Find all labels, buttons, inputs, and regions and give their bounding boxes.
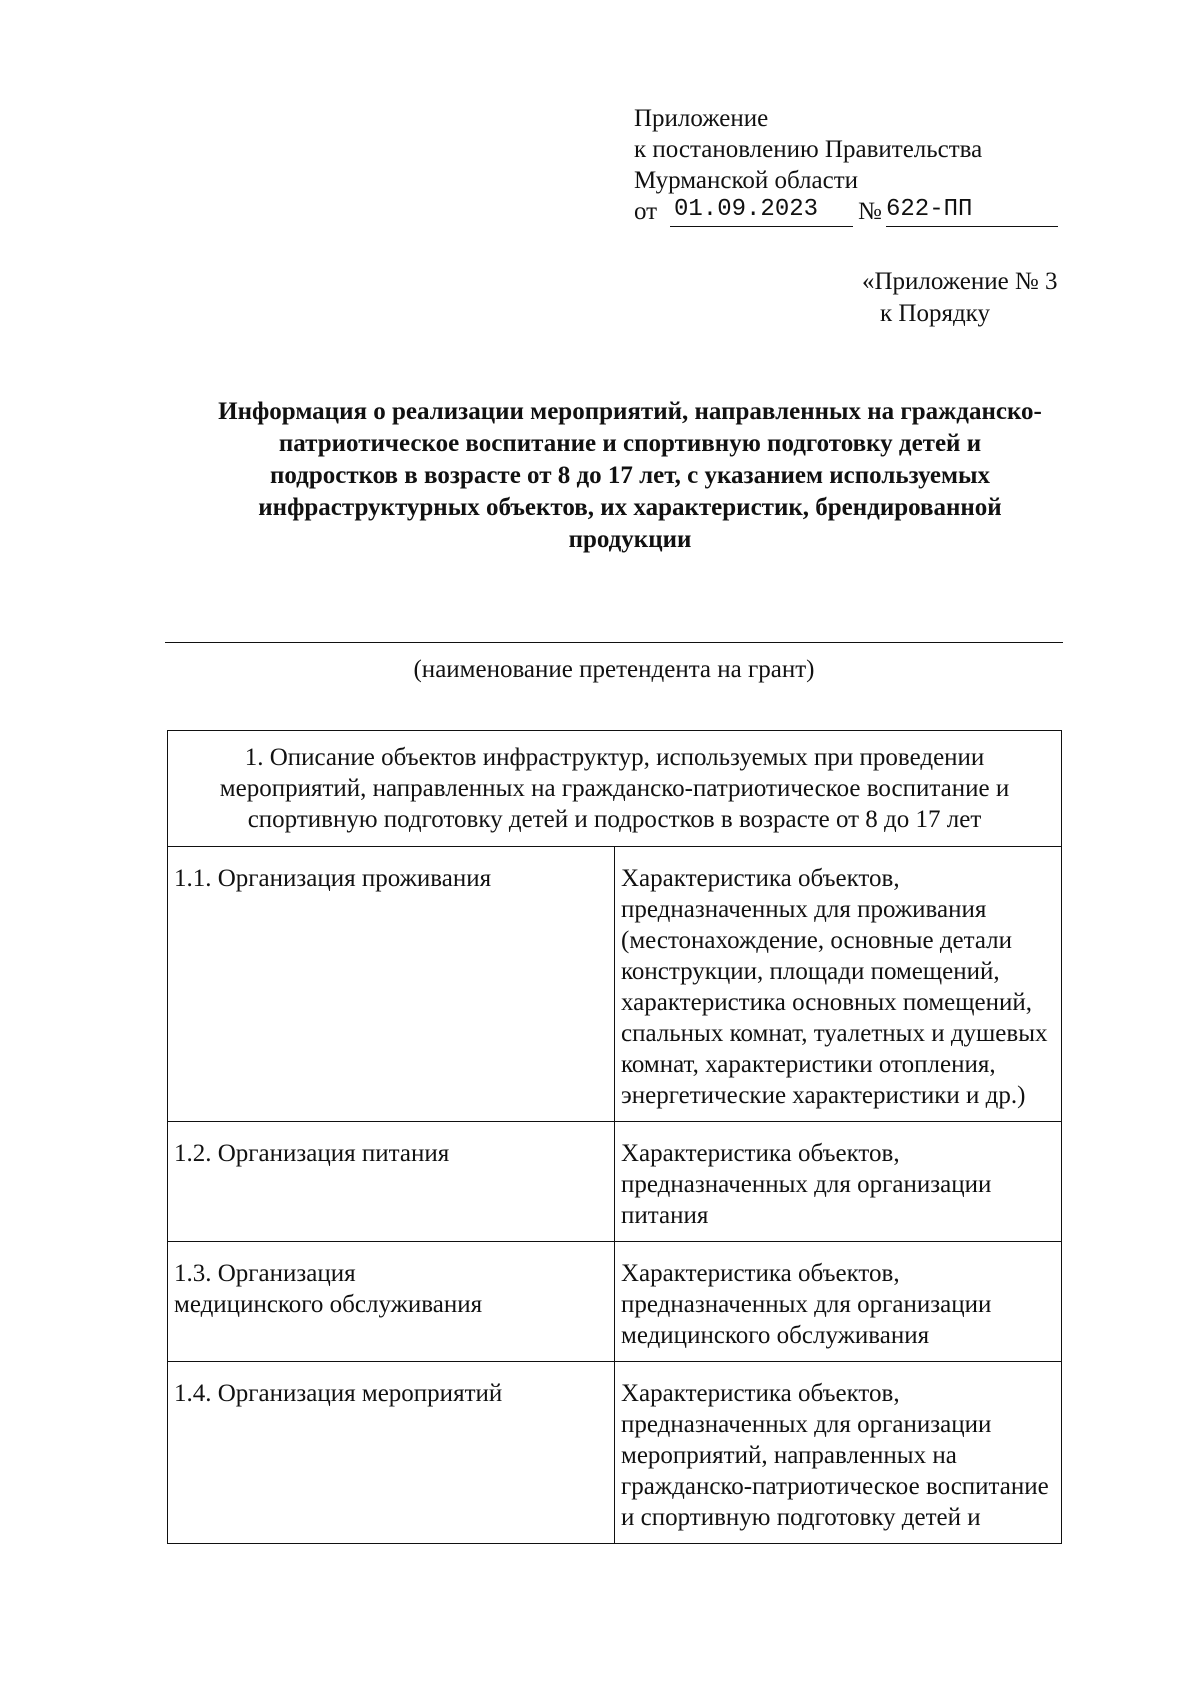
row-description-line: Характеристика объектов, — [621, 1380, 900, 1407]
approval-block — [634, 103, 982, 230]
row-description-line: предназначенных для организации — [621, 1291, 992, 1318]
row-description-line: Характеристика объектов, — [621, 1260, 900, 1287]
number-label: № — [858, 198, 882, 225]
title-line: патриотическое воспитание и спортивную подготовку детей и — [278, 430, 982, 457]
row-description-cell — [615, 1362, 1062, 1544]
approval-line-2: к постановлению Правительства — [634, 136, 983, 163]
row-label: 1.4. Организация мероприятий — [174, 1380, 503, 1407]
row-label: 1.3. Организация — [174, 1260, 356, 1287]
infrastructure-table — [167, 730, 1062, 1544]
approval-number: 622-ПП — [886, 196, 973, 223]
row-label-cell — [168, 1242, 615, 1362]
number-field — [886, 196, 1058, 227]
row-description-line: характеристика основных помещений, — [621, 989, 1032, 1016]
table-row — [168, 1242, 1062, 1362]
table-header-row — [168, 731, 1062, 847]
row-label: 1.2. Организация питания — [174, 1140, 450, 1167]
row-description-cell — [615, 1122, 1062, 1242]
row-description-cell — [615, 847, 1062, 1122]
applicant-name-line — [165, 642, 1063, 643]
table-header-cell — [168, 731, 1062, 847]
approval-date-row — [634, 196, 982, 230]
header-line: мероприятий, направленных на гражданско-патриотическое воспитание и — [219, 775, 1010, 802]
row-label-cell — [168, 1122, 615, 1242]
annex-line-2: к Порядку — [880, 300, 990, 327]
row-description-line: мероприятий, направленных на — [621, 1442, 957, 1469]
row-label-cell — [168, 847, 615, 1122]
row-description-line: (местонахождение, основные детали — [621, 927, 1013, 954]
row-description-line: комнат, характеристики отопления, — [621, 1051, 996, 1078]
approval-line-3: Мурманской области — [634, 167, 859, 194]
row-description-line: гражданско-патриотическое воспитание — [621, 1473, 1049, 1500]
date-field — [670, 196, 853, 227]
document-title — [160, 396, 1100, 556]
row-description-line: медицинского обслуживания — [621, 1322, 930, 1349]
row-description-line: спальных комнат, туалетных и душевых — [621, 1020, 1048, 1047]
row-description-line: Характеристика объектов, — [621, 865, 900, 892]
row-description-line: питания — [621, 1202, 709, 1229]
applicant-caption: (наименование претендента на грант) — [413, 656, 815, 683]
row-description-line: предназначенных для организации — [621, 1171, 992, 1198]
approval-date: 01.09.2023 — [674, 196, 819, 223]
row-label: медицинского обслуживания — [174, 1291, 483, 1318]
table-row — [168, 1362, 1062, 1544]
approval-line-1: Приложение — [634, 105, 769, 132]
annex-line-1: «Приложение № 3 — [862, 268, 1058, 295]
row-description-line: конструкции, площади помещений, — [621, 958, 1000, 985]
row-description-line: и спортивную подготовку детей и — [621, 1504, 981, 1531]
row-description-cell — [615, 1242, 1062, 1362]
table-row — [168, 847, 1062, 1122]
row-description-line: Характеристика объектов, — [621, 1140, 900, 1167]
header-line: спортивную подготовку детей и подростков в возрасте от 8 до 17 лет — [247, 806, 982, 833]
row-description-line: предназначенных для организации — [621, 1411, 992, 1438]
row-description-line: энергетические характеристики и др.) — [621, 1082, 1026, 1109]
title-line: продукции — [568, 526, 692, 553]
title-line: подростков в возрасте от 8 до 17 лет, с указанием используемых — [269, 462, 990, 489]
table-row — [168, 1122, 1062, 1242]
title-line: инфраструктурных объектов, их характеристик, брендированной — [258, 494, 1002, 521]
row-description-line: предназначенных для проживания — [621, 896, 987, 923]
row-label: 1.1. Организация проживания — [174, 865, 492, 892]
row-label-cell — [168, 1362, 615, 1544]
title-line: Информация о реализации мероприятий, направленных на гражданско- — [218, 398, 1042, 425]
annex-reference — [862, 266, 1058, 330]
date-prefix: от — [634, 198, 658, 225]
header-line: 1. Описание объектов инфраструктур, используемых при проведении — [244, 744, 985, 771]
